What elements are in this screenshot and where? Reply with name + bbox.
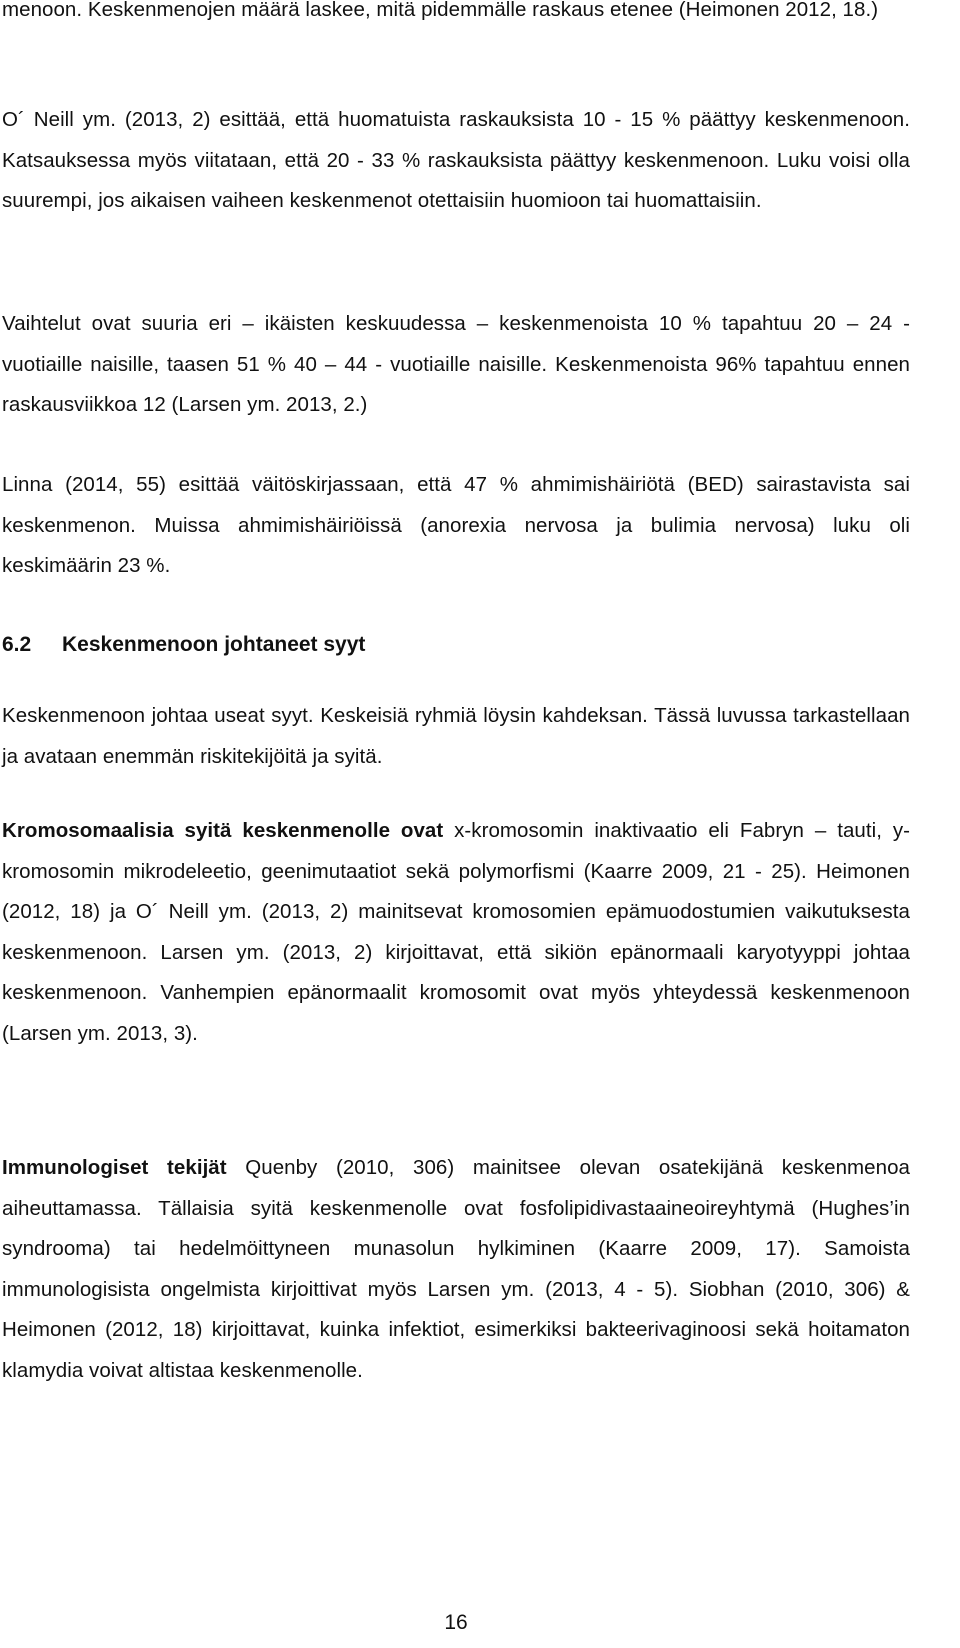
paragraph-eating-disorders: Linna (2014, 55) esittää väitöskirjassaan, että 47 % ahmimishäiriötä (BED) sairastavista sai keskenmenon. Muissa ahmimishäiriöissä (anorexia nervosa ja bulimia nervosa) luku oli keskimäärin 23 %. bbox=[2, 473, 910, 577]
section-title: Keskenmenoon johtaneet syyt bbox=[62, 633, 366, 656]
paragraph-lead-immunological: Immunologiset tekijät bbox=[2, 1156, 227, 1179]
section-number: 6.2 bbox=[2, 633, 32, 656]
section-heading bbox=[2, 625, 365, 665]
paragraph-miscarriage-rate: menoon. Keskenmenojen määrä laskee, mitä pidemmälle raskaus etenee (Heimonen 2012, 18.) bbox=[2, 0, 879, 21]
paragraph-age-variation: Vaihtelut ovat suuria eri – ikäisten keskuudessa – keskenmenoista 10 % tapahtuu 20 – 24 - vuotiaille naisille, taasen 51 % 40 – 44 - vuotiaille naisille. Keskenmenoista 96% tapahtuu ennen raskausviikkoa 12 (Larsen ym. 2013, 2.) bbox=[2, 312, 910, 416]
paragraph-section-intro: Keskenmenoon johtaa useat syyt. Keskeisiä ryhmiä löysin kahdeksan. Tässä luvussa tarkastellaan ja avataan enemmän riskitekijöitä ja syitä. bbox=[2, 704, 910, 768]
paragraph-body-chromosomal: x-kromosomin inaktivaatio eli Fabryn – tauti, y-kromosomin mikrodeleetio, geenimutaatiot sekä polymorfismi (Kaarre 2009, 21 - 25). Heimonen (2012, 18) ja O´ Neill ym. (2013, 2) mainitsevat kromosomien epämuodostumien vaikutuksesta keskenmenoon. Larsen ym. (2013, 2) kirjoittavat, että sikiön epänormaali karyotyyppi johtaa keskenmenoon. Vanhempien epänormaalit kromosomit ovat myös yhteydessä keskenmenoon (Larsen ym. 2013, 3). bbox=[2, 819, 910, 1045]
paragraph-oneill-statistics: O´ Neill ym. (2013, 2) esittää, että huomatuista raskauksista 10 - 15 % päättyy keskenmenoon. Katsauksessa myös viitataan, että 20 - 33 % raskauksista päättyy keskenmenoon. Luku voisi olla suurempi, jos aikaisen vaiheen keskenmenot otettaisiin huomioon tai huomattaisiin. bbox=[2, 108, 910, 212]
page-number: 16 bbox=[444, 1611, 468, 1634]
paragraph-immunological-factors bbox=[2, 1148, 910, 1391]
paragraph-lead-chromosomal: Kromosomaalisia syitä keskenmenolle ovat bbox=[2, 819, 444, 842]
paragraph-chromosomal-causes bbox=[2, 811, 910, 1054]
paragraph-body-immunological: Quenby (2010, 306) mainitsee olevan osatekijänä keskenmenoa aiheuttamassa. Tällaisia syitä keskenmenolle ovat fosfolipidivastaaineoireyhtymä (Hughes’in syndrooma) tai hedelmöittyneen munasolun hylkiminen (Kaarre 2009, 17). Samoista immunologisista ongelmista kirjoittivat myös Larsen ym. (2013, 4 - 5). Siobhan (2010, 306) & Heimonen (2012, 18) kirjoittavat, kuinka infektiot, esimerkiksi bakteerivaginoosi sekä hoitamaton klamydia voivat altistaa keskenmenolle. bbox=[2, 1156, 910, 1382]
